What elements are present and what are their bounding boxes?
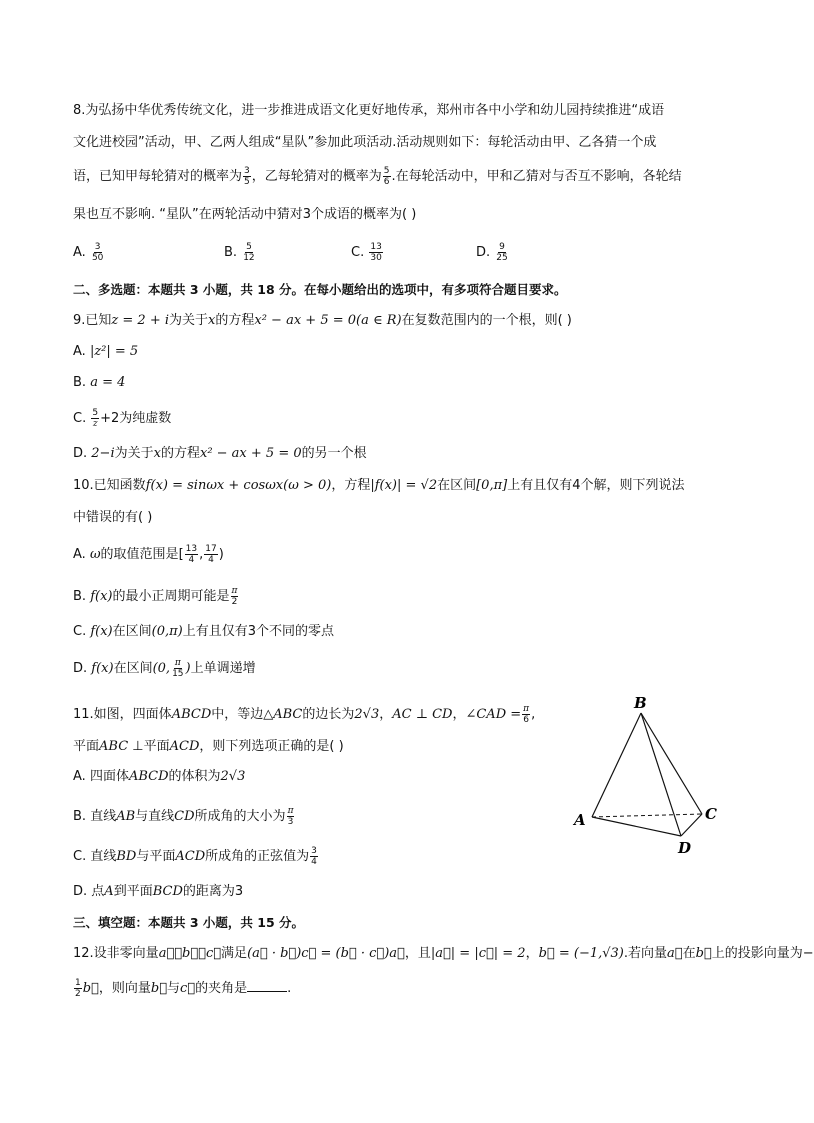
edge-cd: [681, 814, 702, 836]
numerator: 13: [185, 544, 198, 554]
math: b⃗: [150, 981, 167, 996]
text: ，则下列选项正确的是( ): [199, 739, 344, 754]
q8-text: ，乙每轮猜对的概率为: [251, 169, 382, 184]
math: ABC: [273, 707, 303, 722]
text: 12.设非零向量: [73, 946, 159, 961]
tetrahedron-figure: [565, 690, 735, 865]
numerator: π: [523, 704, 530, 714]
option-fraction: [91, 242, 104, 263]
math: x: [153, 446, 161, 461]
text: 的另一个根: [301, 446, 367, 461]
vertex-label-c: C: [705, 805, 717, 823]
q11-stem: [73, 704, 535, 725]
vertex-label-a: A: [574, 811, 586, 829]
math: ABC: [99, 739, 129, 754]
text: 中，等边△: [211, 707, 274, 722]
math: |a⃗| = |c⃗| = 2: [430, 946, 526, 961]
q9-option-a[interactable]: [73, 343, 138, 361]
q8-option-b[interactable]: [224, 242, 257, 263]
numerator: 17: [205, 544, 217, 554]
vertex-label-d: D: [678, 839, 692, 857]
denominator: 6: [523, 715, 529, 725]
q11-stem-line2: [73, 738, 344, 756]
numerator: π: [231, 586, 238, 596]
text: 9.已知: [73, 313, 112, 328]
text: 与平面: [136, 849, 176, 864]
q11-option-d[interactable]: [73, 883, 243, 901]
numerator: 5: [246, 242, 252, 252]
math: ω: [89, 547, 101, 562]
fraction: [310, 846, 318, 867]
q8-option-a[interactable]: [73, 242, 105, 263]
math: ABCD: [128, 769, 169, 784]
math: ABCD: [171, 707, 212, 722]
fraction: [74, 978, 82, 999]
q10-stem-line2: 中错误的有( ): [73, 510, 153, 525]
denominator: 25: [496, 253, 508, 263]
math: b⃗: [695, 946, 712, 961]
text: 直线: [90, 809, 117, 824]
text: 点: [91, 884, 105, 899]
edge-ac-hidden: [592, 814, 702, 817]
bracket: [: [178, 547, 184, 562]
edge-bc: [641, 713, 702, 814]
denominator: 2: [75, 989, 81, 999]
option-label: B.: [224, 245, 238, 260]
denominator: 4: [188, 555, 195, 565]
math: AC ⊥ CD: [392, 707, 453, 722]
math: c⃗: [180, 981, 196, 996]
math: CD: [174, 809, 195, 824]
text: 平面: [73, 739, 100, 754]
math: f(x): [90, 624, 113, 639]
q10-option-a[interactable]: [73, 544, 224, 565]
math: BD: [116, 849, 137, 864]
text: 上有且仅有4个解，则下列说法: [507, 478, 685, 493]
text: ，: [452, 707, 466, 722]
q11-option-a[interactable]: [73, 768, 245, 786]
text: 所成角的正弦值为: [205, 849, 310, 864]
option-label: C.: [73, 411, 91, 426]
numerator: π: [174, 658, 181, 668]
q8-text: 语，已知甲每轮猜对的概率为: [73, 169, 243, 184]
fraction: [171, 658, 184, 679]
fraction: [287, 806, 295, 827]
bracket: ): [218, 547, 224, 562]
text: ，且: [404, 946, 431, 961]
text: 的取值范围是: [100, 547, 179, 562]
q10-stem: [73, 477, 684, 495]
text: 与直线: [135, 809, 175, 824]
math: (0,π): [151, 624, 183, 639]
text: 的距离为3: [182, 884, 244, 899]
text: 在区间: [112, 624, 152, 639]
option-label: A.: [73, 769, 90, 784]
q10-option-b[interactable]: [73, 586, 239, 607]
text: 的方程: [215, 313, 255, 328]
vertex-label-b: B: [634, 694, 647, 712]
text: 的边长为: [302, 707, 355, 722]
text: ，: [525, 946, 539, 961]
option-label: D.: [476, 245, 491, 260]
q8-line1: 8.为弘扬中华优秀传统文化，进一步推进成语文化更好地传承，郑州市各中小学和幼儿园持续推进“成语: [73, 103, 665, 118]
math: |f(x)| = √2: [370, 478, 438, 493]
math: f(x): [91, 661, 114, 676]
math: (a⃗ · b⃗)c⃗ = (b⃗ · c⃗)a⃗: [247, 946, 405, 961]
q8-option-c[interactable]: [351, 242, 384, 263]
math: 2√3: [354, 707, 380, 722]
text: 为关于: [169, 313, 209, 328]
text: 所成角的大小为: [194, 809, 286, 824]
text: 上单调递增: [190, 661, 256, 676]
math: x² − ax + 5 = 0(a ∈ R): [254, 313, 402, 328]
numerator: π: [287, 806, 294, 816]
numerator: 3: [94, 242, 101, 252]
text: 上有且仅有3个不同的零点: [182, 624, 335, 639]
math: ACD: [169, 739, 200, 754]
text: 到平面: [113, 884, 153, 899]
text: ,: [531, 707, 536, 722]
edge-ab: [592, 713, 641, 817]
option-label: D.: [73, 446, 92, 461]
q9-option-c[interactable]: [73, 408, 171, 429]
text: 为关于: [114, 446, 154, 461]
text: 的体积为: [168, 769, 221, 784]
numerator: 3: [244, 166, 250, 176]
numerator: 1: [75, 978, 81, 988]
option-label: B.: [73, 375, 91, 390]
denominator: 15: [172, 669, 184, 679]
text: +2为纯虚数: [100, 411, 172, 426]
fraction: [231, 586, 239, 607]
text: 的方程: [160, 446, 200, 461]
text: 在区间: [113, 661, 153, 676]
denominator: 6: [383, 177, 390, 187]
q10-option-c[interactable]: [73, 623, 334, 641]
comma: ,: [199, 547, 204, 562]
option-fraction: [369, 242, 382, 263]
math: x: [208, 313, 216, 328]
q8-fraction-p1: [243, 166, 251, 187]
math: b⃗: [82, 981, 99, 996]
text: 满足: [221, 946, 248, 961]
numerator: 9: [499, 242, 505, 252]
option-label: C.: [73, 624, 91, 639]
denominator: 4: [208, 555, 214, 565]
option-label: B.: [73, 589, 91, 604]
option-label: C.: [73, 849, 91, 864]
math: 2√3: [220, 769, 246, 784]
numerator: 13: [370, 242, 382, 252]
math: a⃗: [667, 946, 683, 961]
math: BCD: [152, 884, 183, 899]
q8-text: .在每轮活动中，甲和乙猜对与否互不影响，各轮结: [391, 169, 682, 184]
denominator: 4: [311, 857, 317, 867]
text: 直线: [90, 849, 117, 864]
option-label: A.: [73, 245, 86, 260]
math: A: [104, 884, 114, 899]
text: 10.已知函数: [73, 478, 146, 493]
q8-fraction-p2: [383, 166, 391, 187]
edge-ad: [592, 817, 681, 836]
math: b⃗ = (−1,√3): [538, 946, 624, 961]
q12-line1: [73, 945, 814, 963]
text: 在: [682, 946, 696, 961]
option-label: A.: [73, 344, 90, 359]
q12-line2: [73, 978, 291, 999]
numerator: 5: [92, 408, 99, 418]
math: (0,: [152, 661, 171, 676]
text: 的最小正周期可能是: [112, 589, 230, 604]
text: 四面体: [89, 769, 129, 784]
option-label: D.: [73, 884, 92, 899]
option-label: D.: [73, 661, 92, 676]
fraction: [185, 544, 198, 565]
text: 的夹角是: [195, 981, 248, 996]
math: ∠CAD =: [465, 707, 522, 722]
math: ): [185, 661, 191, 676]
answer-blank[interactable]: [247, 979, 287, 992]
option-fraction: [495, 242, 508, 263]
denominator: 5: [244, 177, 250, 187]
fraction: [204, 544, 217, 565]
text: 与: [167, 981, 181, 996]
q11-option-c[interactable]: [73, 846, 319, 867]
section-fill-blank-heading: 三、填空题：本题共 3 小题，共 15 分。: [73, 915, 305, 930]
q8-option-d[interactable]: [476, 242, 510, 263]
denominator: 50: [91, 253, 104, 263]
denominator: 12: [243, 253, 255, 263]
text: ⊥平面: [128, 739, 170, 754]
q8-line3: [73, 166, 682, 187]
text: 11.如图，四面体: [73, 707, 172, 722]
section-multiple-choice-heading: 二、多选题：本题共 3 小题，共 18 分。在每小题给出的选项中，有多项符合题目要求。: [73, 282, 567, 297]
text: 在区间: [437, 478, 477, 493]
math: |z²| = 5: [89, 344, 139, 359]
option-label: B.: [73, 809, 91, 824]
q8-options: [73, 242, 713, 266]
q8-line2: 文化进校园”活动，甲、乙两人组成“星队”参加此项活动.活动规则如下：每轮活动由甲、乙各猜一个成: [73, 135, 657, 150]
numerator: 3: [311, 846, 317, 856]
math: a⃗，b⃗，c⃗: [158, 946, 222, 961]
denominator: 30: [370, 253, 382, 263]
text: 上的投影向量为−: [711, 946, 814, 961]
fraction: [91, 408, 99, 429]
text: 在复数范围内的一个根，则( ): [401, 313, 572, 328]
math: 2−i: [91, 446, 115, 461]
numerator: 5: [383, 166, 390, 176]
fraction: [522, 704, 530, 725]
text: .若向量: [623, 946, 668, 961]
denominator: 2: [231, 597, 238, 607]
math: [0,π]: [476, 478, 508, 493]
math: a = 4: [90, 375, 126, 390]
math: z = 2 + i: [111, 313, 169, 328]
q11-option-b[interactable]: [73, 806, 295, 827]
math: x² − ax + 5 = 0: [199, 446, 302, 461]
option-label: C.: [351, 245, 365, 260]
q10-option-d[interactable]: [73, 658, 256, 679]
option-label: A.: [73, 547, 90, 562]
edge-bd: [641, 713, 681, 836]
denominator: z: [92, 419, 98, 429]
q9-option-d[interactable]: [73, 445, 367, 463]
q9-option-b[interactable]: [73, 374, 125, 392]
text: ，: [379, 707, 393, 722]
q8-line4: 果也互不影响. “星队”在两轮活动中猜对3个成语的概率为( ): [73, 207, 417, 222]
math: AB: [116, 809, 136, 824]
math: f(x) = sinωx + cosωx(ω > 0): [145, 478, 332, 493]
q9-stem: [73, 312, 572, 330]
denominator: 3: [287, 817, 294, 827]
math: f(x): [90, 589, 113, 604]
text: .: [287, 981, 292, 996]
text: ，则向量: [98, 981, 151, 996]
option-fraction: [242, 242, 255, 263]
math: ACD: [175, 849, 206, 864]
text: ，方程: [331, 478, 371, 493]
